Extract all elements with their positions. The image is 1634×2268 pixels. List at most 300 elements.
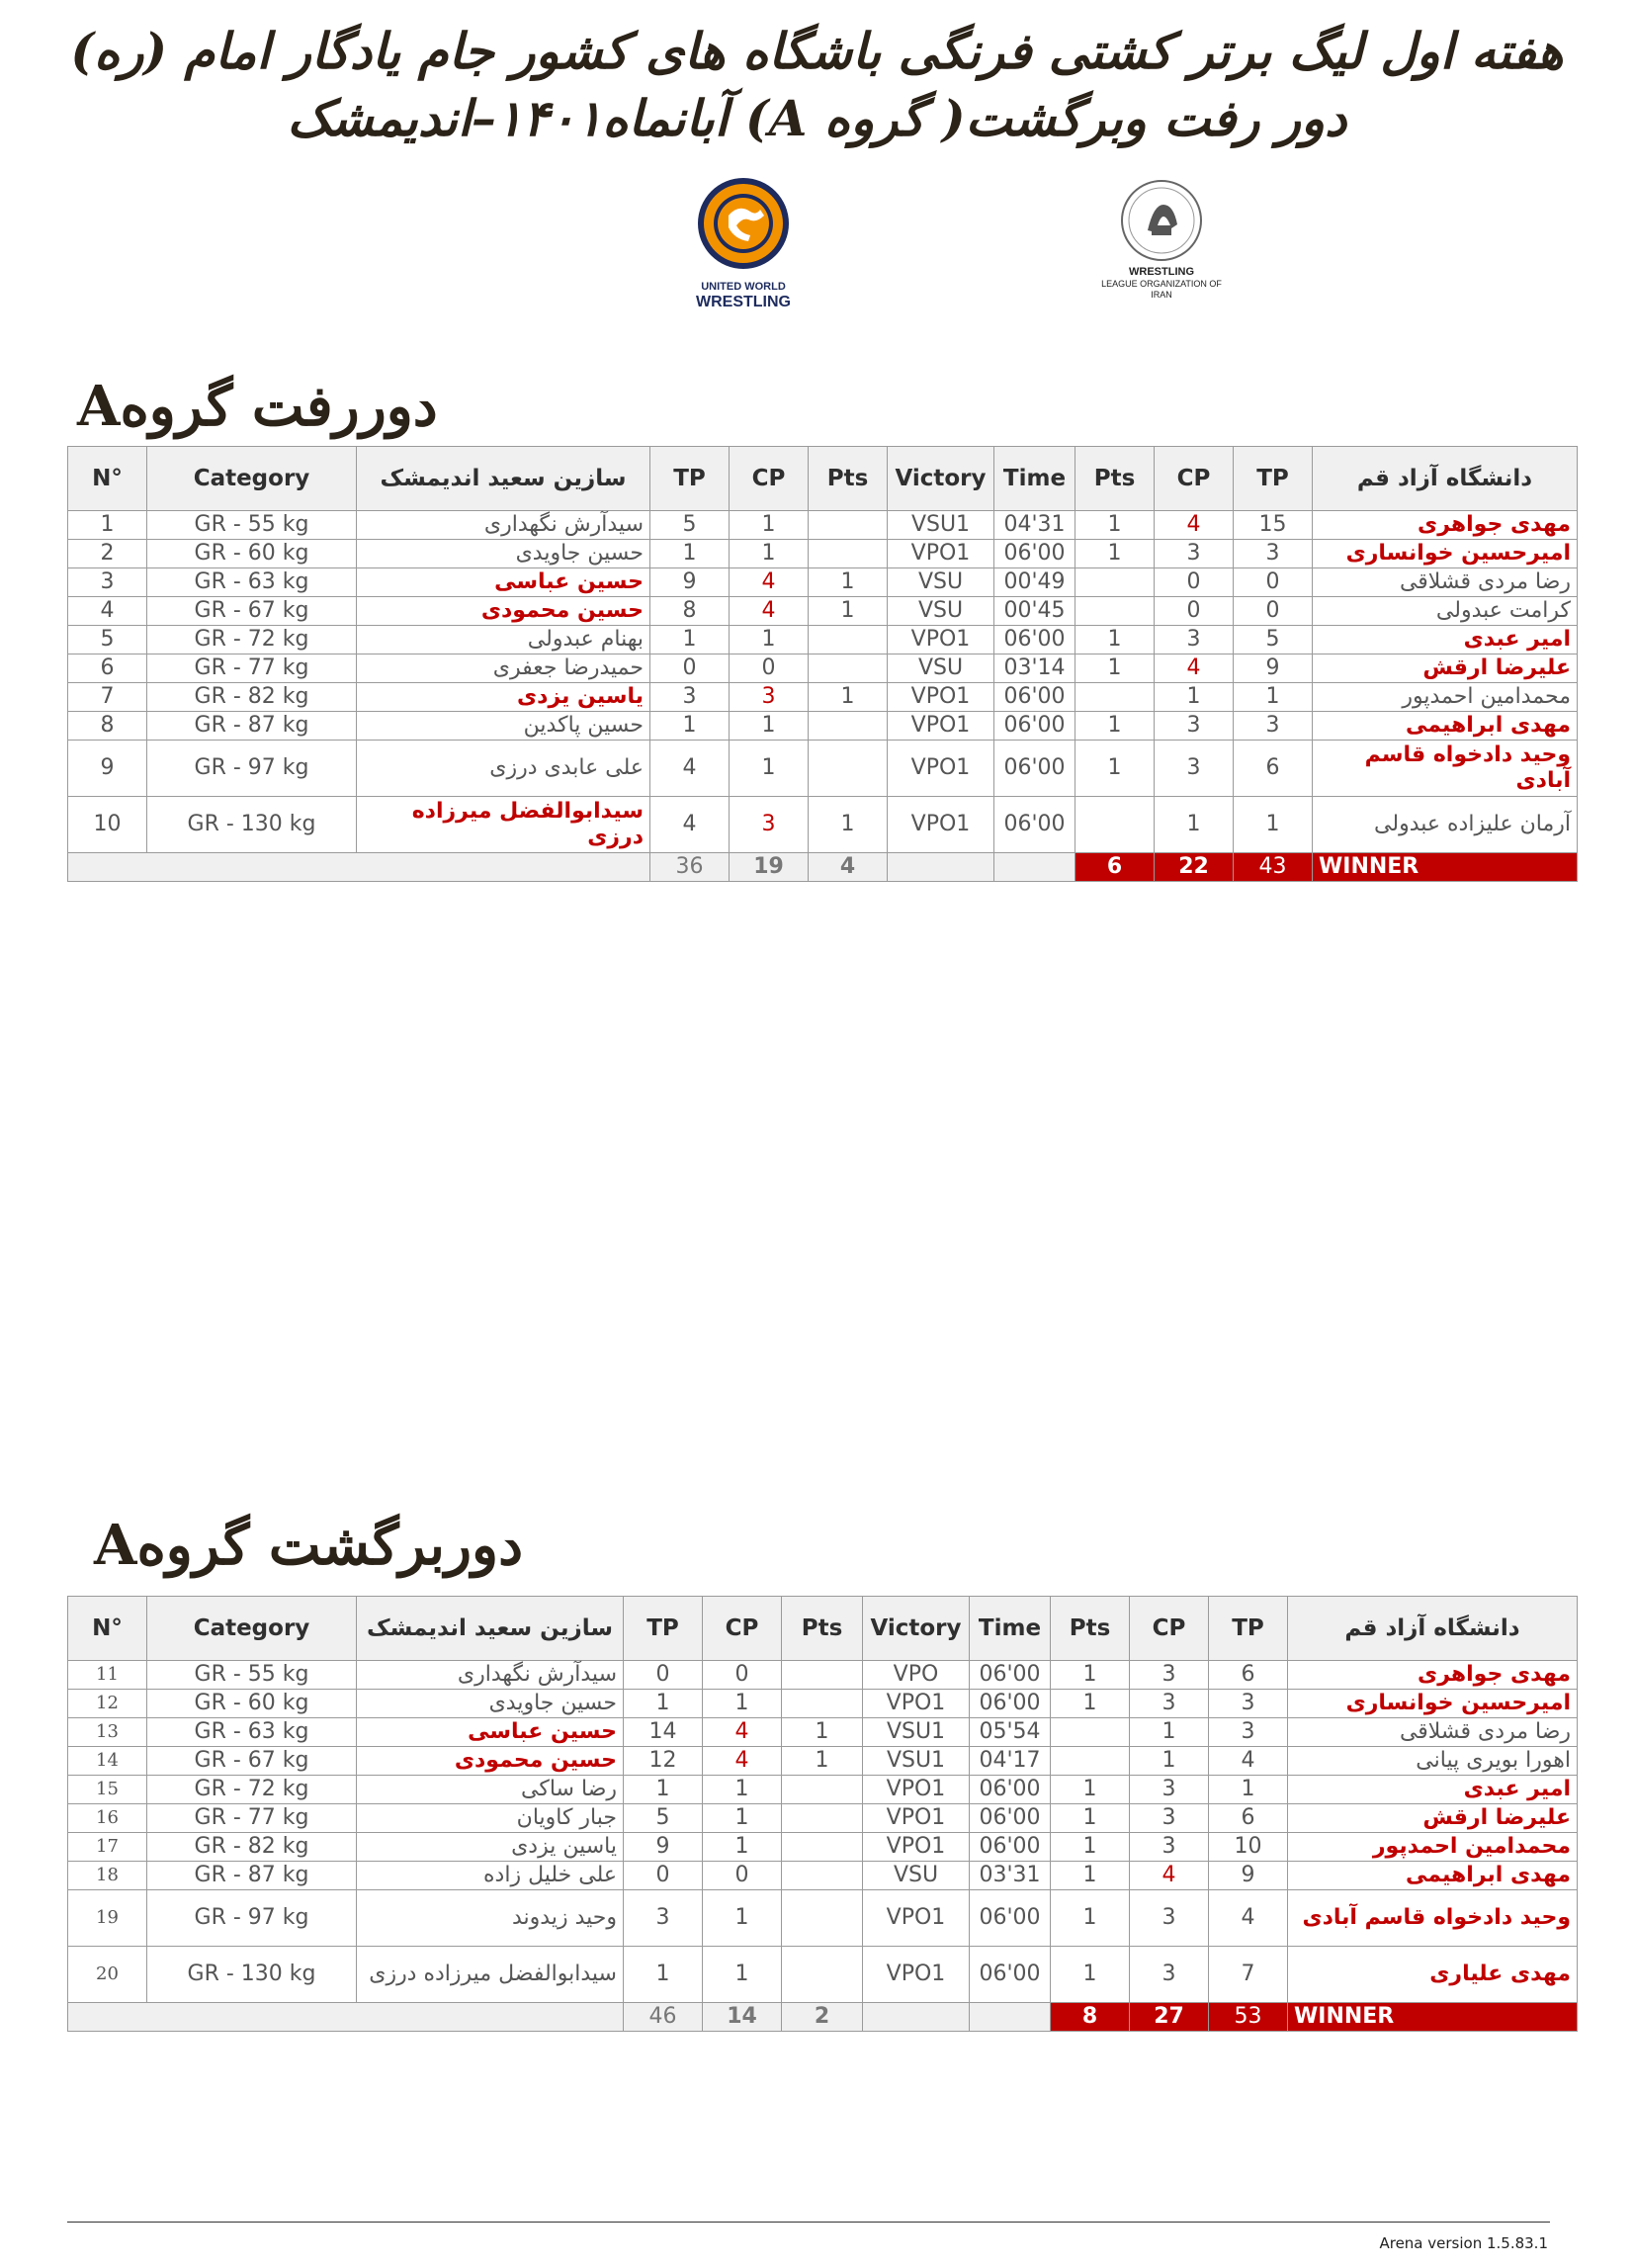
cell-cp-left: 3 <box>730 797 809 853</box>
cell-tp-right: 6 <box>1234 741 1313 797</box>
cell-victory: VPO1 <box>888 540 994 568</box>
cell-cp-right: 3 <box>1155 540 1234 568</box>
footer-divider <box>67 2222 1550 2223</box>
cell-cp-right: 3 <box>1130 1947 1209 2003</box>
cell-time: 04'31 <box>994 511 1075 540</box>
cell-wrestler-left: سیدآرش نگهداری <box>357 1661 624 1690</box>
cell-victory: VSU1 <box>863 1747 970 1776</box>
col-header-no: N° <box>68 447 147 511</box>
table-row <box>68 1804 1578 1833</box>
cell-category: GR - 67 kg <box>147 1747 357 1776</box>
cell-cp-right: 3 <box>1130 1690 1209 1718</box>
cell-cp-right: 3 <box>1130 1661 1209 1690</box>
cell-cp-right: 0 <box>1155 597 1234 626</box>
cell-cp-left: 1 <box>730 712 809 741</box>
cell-tp-left: 1 <box>624 1947 703 2003</box>
table-row <box>68 1661 1578 1690</box>
cell-victory: VSU <box>888 654 994 683</box>
table-row <box>68 741 1578 797</box>
col-header-time: Time <box>994 447 1075 511</box>
cell-victory: VPO1 <box>888 797 994 853</box>
cell-no: 8 <box>68 712 147 741</box>
cell-tp-right: 4 <box>1209 1890 1288 1947</box>
cell-wrestler-right: محمدامین احمدپور <box>1288 1833 1578 1862</box>
wlo-logo-text3: IRAN <box>1151 290 1172 300</box>
table-row <box>68 1947 1578 2003</box>
table-row <box>68 797 1578 853</box>
cell-tp-left: 9 <box>624 1833 703 1862</box>
cell-no: 3 <box>68 568 147 597</box>
table-row <box>68 597 1578 626</box>
total-pts-right: 6 <box>1075 853 1155 882</box>
cell-tp-left: 1 <box>624 1776 703 1804</box>
uww-logo-center <box>718 198 769 249</box>
cell-pts-right: 1 <box>1075 741 1155 797</box>
cell-wrestler-right: وحید دادخواه قاسم آبادی <box>1313 741 1578 797</box>
section-title-first-round: دوررفت گروهA <box>77 374 438 439</box>
cell-cp-left: 0 <box>703 1862 782 1890</box>
cell-wrestler-left: یاسین یزدی <box>357 683 650 712</box>
cell-pts-right <box>1075 683 1155 712</box>
cell-cp-right: 1 <box>1130 1718 1209 1747</box>
cell-no: 6 <box>68 654 147 683</box>
cell-wrestler-right: محمدامین احمدپور <box>1313 683 1578 712</box>
cell-victory: VSU <box>863 1862 970 1890</box>
total-pts-right: 8 <box>1051 2003 1130 2032</box>
cell-pts-right <box>1051 1718 1130 1747</box>
total-cp-left: 19 <box>730 853 809 882</box>
cell-wrestler-left: سیدابوالفضل میرزاده درزی <box>357 1947 624 2003</box>
cell-victory: VPO1 <box>863 1776 970 1804</box>
cell-tp-right: 1 <box>1234 683 1313 712</box>
cell-no: 19 <box>68 1890 147 1947</box>
table-row <box>68 1833 1578 1862</box>
cell-wrestler-left: حمیدرضا جعفری <box>357 654 650 683</box>
cell-pts-right: 1 <box>1075 540 1155 568</box>
cell-victory: VSU <box>888 597 994 626</box>
total-tp-right: 43 <box>1234 853 1313 882</box>
cell-cp-right: 1 <box>1130 1747 1209 1776</box>
cell-pts-left: 1 <box>782 1747 863 1776</box>
cell-cp-right: 3 <box>1130 1804 1209 1833</box>
cell-wrestler-left: حسین پاکدین <box>357 712 650 741</box>
cell-victory: VPO1 <box>863 1804 970 1833</box>
cell-pts-right: 1 <box>1075 511 1155 540</box>
cell-pts-left <box>782 1833 863 1862</box>
cell-cp-right: 4 <box>1155 654 1234 683</box>
cell-wrestler-left: وحید زیدوند <box>357 1890 624 1947</box>
cell-tp-right: 0 <box>1234 568 1313 597</box>
cell-tp-left: 8 <box>650 597 730 626</box>
cell-tp-left: 1 <box>650 540 730 568</box>
cell-pts-left <box>782 1862 863 1890</box>
cell-pts-left <box>809 654 888 683</box>
table-row <box>68 568 1578 597</box>
cell-pts-right: 1 <box>1051 1890 1130 1947</box>
cell-wrestler-right: وحید دادخواه قاسم آبادی <box>1288 1890 1578 1947</box>
col-header-cp-right: CP <box>1130 1597 1209 1661</box>
cell-tp-right: 4 <box>1209 1747 1288 1776</box>
cell-no: 7 <box>68 683 147 712</box>
winner-label: WINNER <box>1313 853 1578 882</box>
cell-category: GR - 72 kg <box>147 626 357 654</box>
cell-time: 06'00 <box>970 1890 1051 1947</box>
cell-category: GR - 87 kg <box>147 1862 357 1890</box>
wlo-logo-text2: LEAGUE ORGANIZATION OF <box>1101 279 1222 289</box>
cell-tp-right: 1 <box>1209 1776 1288 1804</box>
col-header-cp-left: CP <box>703 1597 782 1661</box>
total-tp-left: 36 <box>650 853 730 882</box>
cell-pts-left <box>809 511 888 540</box>
cell-cp-right: 4 <box>1155 511 1234 540</box>
cell-no: 14 <box>68 1747 147 1776</box>
table-header-row <box>68 447 1578 511</box>
cell-category: GR - 55 kg <box>147 1661 357 1690</box>
cell-no: 2 <box>68 540 147 568</box>
table-row <box>68 1890 1578 1947</box>
cell-wrestler-right: آرمان علیزاده عبدولی <box>1313 797 1578 853</box>
cell-pts-right: 1 <box>1051 1947 1130 2003</box>
cell-cp-right: 3 <box>1130 1890 1209 1947</box>
cell-cp-left: 1 <box>703 1947 782 2003</box>
cell-pts-left: 1 <box>782 1718 863 1747</box>
cell-pts-left <box>782 1947 863 2003</box>
cell-wrestler-left: حسین محمودی <box>357 1747 624 1776</box>
cell-tp-left: 1 <box>624 1690 703 1718</box>
cell-time: 06'00 <box>970 1947 1051 2003</box>
cell-cp-left: 1 <box>730 540 809 568</box>
cell-category: GR - 60 kg <box>147 1690 357 1718</box>
cell-pts-left <box>809 741 888 797</box>
totals-blank <box>68 2003 624 2032</box>
table-row <box>68 511 1578 540</box>
cell-cp-right: 0 <box>1155 568 1234 597</box>
cell-cp-left: 4 <box>703 1718 782 1747</box>
cell-time: 03'31 <box>970 1862 1051 1890</box>
cell-wrestler-left: سیدآرش نگهداری <box>357 511 650 540</box>
cell-victory: VPO1 <box>888 712 994 741</box>
cell-category: GR - 77 kg <box>147 654 357 683</box>
table-row <box>68 654 1578 683</box>
cell-tp-right: 7 <box>1209 1947 1288 2003</box>
cell-pts-left <box>809 712 888 741</box>
cell-wrestler-right: امیر عبدی <box>1313 626 1578 654</box>
cell-category: GR - 87 kg <box>147 712 357 741</box>
col-header-pts-right: Pts <box>1051 1597 1130 1661</box>
cell-tp-right: 3 <box>1209 1690 1288 1718</box>
cell-pts-left <box>809 626 888 654</box>
cell-pts-left <box>782 1690 863 1718</box>
totals-row <box>68 853 1578 882</box>
cell-cp-left: 3 <box>730 683 809 712</box>
cell-time: 06'00 <box>994 741 1075 797</box>
col-header-pts-left: Pts <box>809 447 888 511</box>
totals-blank-victory <box>888 853 994 882</box>
cell-wrestler-right: مهدی ابراهیمی <box>1313 712 1578 741</box>
cell-wrestler-right: مهدی علیاری <box>1288 1947 1578 2003</box>
cell-no: 18 <box>68 1862 147 1890</box>
cell-pts-left: 1 <box>809 683 888 712</box>
cell-pts-right <box>1075 797 1155 853</box>
total-pts-left: 4 <box>809 853 888 882</box>
col-header-pts-right: Pts <box>1075 447 1155 511</box>
cell-cp-right: 3 <box>1130 1776 1209 1804</box>
cell-pts-left: 1 <box>809 597 888 626</box>
cell-category: GR - 60 kg <box>147 540 357 568</box>
col-header-tp-left: TP <box>624 1597 703 1661</box>
cell-wrestler-right: مهدی ابراهیمی <box>1288 1862 1578 1890</box>
cell-category: GR - 82 kg <box>147 683 357 712</box>
cell-time: 06'00 <box>994 540 1075 568</box>
col-header-team-left: سازین سعید اندیمشک <box>357 1597 624 1661</box>
cell-victory: VPO1 <box>888 626 994 654</box>
cell-wrestler-right: امیر عبدی <box>1288 1776 1578 1804</box>
cell-cp-left: 0 <box>703 1661 782 1690</box>
cell-tp-right: 3 <box>1209 1718 1288 1747</box>
wlo-logo-ring <box>1122 181 1201 260</box>
cell-pts-right: 1 <box>1075 712 1155 741</box>
cell-category: GR - 77 kg <box>147 1804 357 1833</box>
cell-cp-right: 1 <box>1155 797 1234 853</box>
cell-pts-right <box>1075 597 1155 626</box>
cell-no: 9 <box>68 741 147 797</box>
cell-time: 06'00 <box>994 683 1075 712</box>
cell-time: 00'45 <box>994 597 1075 626</box>
cell-victory: VSU <box>888 568 994 597</box>
cell-tp-left: 5 <box>624 1804 703 1833</box>
cell-cp-right: 3 <box>1155 741 1234 797</box>
cell-wrestler-left: سیدابوالفضل میرزاده درزی <box>357 797 650 853</box>
cell-tp-left: 4 <box>650 797 730 853</box>
cell-no: 4 <box>68 597 147 626</box>
cell-category: GR - 82 kg <box>147 1833 357 1862</box>
cell-victory: VPO1 <box>863 1833 970 1862</box>
cell-wrestler-right: مهدی جواهری <box>1313 511 1578 540</box>
cell-cp-right: 1 <box>1155 683 1234 712</box>
cell-victory: VSU1 <box>863 1718 970 1747</box>
col-header-team-right: دانشگاه آزاد قم <box>1288 1597 1578 1661</box>
cell-tp-left: 1 <box>650 712 730 741</box>
cell-tp-right: 5 <box>1234 626 1313 654</box>
cell-time: 03'14 <box>994 654 1075 683</box>
col-header-no: N° <box>68 1597 147 1661</box>
results-table-first-round <box>67 446 1578 882</box>
cell-time: 06'00 <box>994 626 1075 654</box>
cell-pts-right: 1 <box>1051 1862 1130 1890</box>
cell-tp-left: 5 <box>650 511 730 540</box>
table-row <box>68 626 1578 654</box>
cell-wrestler-left: حسین محمودی <box>357 597 650 626</box>
cell-time: 06'00 <box>970 1833 1051 1862</box>
table-row <box>68 712 1578 741</box>
cell-category: GR - 55 kg <box>147 511 357 540</box>
uww-logo-text2: WRESTLING <box>696 294 791 310</box>
cell-time: 06'00 <box>970 1690 1051 1718</box>
cell-tp-right: 6 <box>1209 1661 1288 1690</box>
table-row <box>68 683 1578 712</box>
totals-blank-time <box>994 853 1075 882</box>
cell-tp-left: 0 <box>650 654 730 683</box>
footer-version: Arena version 1.5.83.1 <box>1379 2234 1548 2252</box>
cell-time: 04'17 <box>970 1747 1051 1776</box>
table-row <box>68 1776 1578 1804</box>
cell-wrestler-left: علی عابدی درزی <box>357 741 650 797</box>
cell-tp-left: 1 <box>650 626 730 654</box>
cell-pts-left <box>782 1776 863 1804</box>
cell-wrestler-left: یاسین یزدی <box>357 1833 624 1862</box>
total-pts-left: 2 <box>782 2003 863 2032</box>
cell-victory: VPO <box>863 1661 970 1690</box>
totals-row <box>68 2003 1578 2032</box>
table-row <box>68 1690 1578 1718</box>
cell-no: 11 <box>68 1661 147 1690</box>
col-header-category: Category <box>147 447 357 511</box>
cell-pts-right: 1 <box>1075 654 1155 683</box>
col-header-time: Time <box>970 1597 1051 1661</box>
wlo-logo-base <box>1152 225 1171 235</box>
cell-cp-left: 1 <box>703 1890 782 1947</box>
cell-cp-left: 1 <box>703 1804 782 1833</box>
col-header-pts-left: Pts <box>782 1597 863 1661</box>
col-header-tp-right: TP <box>1234 447 1313 511</box>
cell-category: GR - 63 kg <box>147 1718 357 1747</box>
cell-wrestler-right: رضا مردی قشلاقی <box>1288 1718 1578 1747</box>
cell-cp-left: 1 <box>703 1833 782 1862</box>
cell-cp-left: 1 <box>703 1690 782 1718</box>
cell-time: 00'49 <box>994 568 1075 597</box>
cell-category: GR - 130 kg <box>147 1947 357 2003</box>
cell-time: 05'54 <box>970 1718 1051 1747</box>
table-header-row <box>68 1597 1578 1661</box>
cell-tp-right: 1 <box>1234 797 1313 853</box>
col-header-cp-left: CP <box>730 447 809 511</box>
cell-wrestler-left: علی خلیل زاده <box>357 1862 624 1890</box>
cell-tp-right: 9 <box>1234 654 1313 683</box>
cell-tp-right: 0 <box>1234 597 1313 626</box>
cell-pts-right: 1 <box>1051 1804 1130 1833</box>
wlo-logo-text1: WRESTLING <box>1129 266 1194 278</box>
title-line-1: هفته اول لیگ برتر کشتی فرنگی باشگاه های کشور جام یادگار امام (ره) <box>70 22 1564 80</box>
cell-tp-right: 10 <box>1209 1833 1288 1862</box>
cell-pts-right: 1 <box>1051 1833 1130 1862</box>
cell-tp-left: 3 <box>624 1890 703 1947</box>
cell-no: 15 <box>68 1776 147 1804</box>
cell-pts-right <box>1051 1747 1130 1776</box>
cell-wrestler-left: بهنام عبدولی <box>357 626 650 654</box>
cell-cp-left: 4 <box>730 568 809 597</box>
totals-blank <box>68 853 650 882</box>
cell-tp-left: 0 <box>624 1661 703 1690</box>
cell-pts-left <box>782 1804 863 1833</box>
cell-pts-left <box>782 1661 863 1690</box>
cell-category: GR - 97 kg <box>147 1890 357 1947</box>
cell-time: 06'00 <box>994 712 1075 741</box>
cell-time: 06'00 <box>970 1661 1051 1690</box>
cell-tp-right: 15 <box>1234 511 1313 540</box>
cell-no: 1 <box>68 511 147 540</box>
cell-cp-right: 4 <box>1130 1862 1209 1890</box>
cell-time: 06'00 <box>970 1776 1051 1804</box>
cell-no: 20 <box>68 1947 147 2003</box>
cell-category: GR - 97 kg <box>147 741 357 797</box>
cell-pts-right <box>1075 568 1155 597</box>
cell-wrestler-left: حسین عباسی <box>357 568 650 597</box>
cell-cp-left: 4 <box>703 1747 782 1776</box>
cell-category: GR - 72 kg <box>147 1776 357 1804</box>
col-header-victory: Victory <box>888 447 994 511</box>
cell-pts-left: 1 <box>809 568 888 597</box>
cell-wrestler-right: اهورا بویری پیانی <box>1288 1747 1578 1776</box>
col-header-cp-right: CP <box>1155 447 1234 511</box>
cell-pts-left <box>782 1890 863 1947</box>
cell-time: 06'00 <box>970 1804 1051 1833</box>
cell-wrestler-left: رضا ساکی <box>357 1776 624 1804</box>
results-table-second-round <box>67 1596 1578 2032</box>
cell-cp-left: 1 <box>730 741 809 797</box>
cell-wrestler-right: کرامت عبدولی <box>1313 597 1578 626</box>
cell-tp-left: 3 <box>650 683 730 712</box>
section-title-second-round: دوربرگشت گروهA <box>94 1513 524 1578</box>
cell-tp-right: 9 <box>1209 1862 1288 1890</box>
cell-tp-left: 9 <box>650 568 730 597</box>
total-tp-left: 46 <box>624 2003 703 2032</box>
col-header-tp-right: TP <box>1209 1597 1288 1661</box>
cell-category: GR - 67 kg <box>147 597 357 626</box>
col-header-team-right: دانشگاه آزاد قم <box>1313 447 1578 511</box>
table-row <box>68 1718 1578 1747</box>
table-row <box>68 1862 1578 1890</box>
col-header-team-left: سازین سعید اندیمشک <box>357 447 650 511</box>
table-row <box>68 1747 1578 1776</box>
cell-wrestler-right: رضا مردی قشلاقی <box>1313 568 1578 597</box>
cell-wrestler-right: امیرحسین خوانساری <box>1313 540 1578 568</box>
cell-cp-left: 1 <box>703 1776 782 1804</box>
cell-pts-right: 1 <box>1051 1690 1130 1718</box>
cell-cp-right: 3 <box>1130 1833 1209 1862</box>
uww-logo-text1: UNITED WORLD <box>701 281 786 293</box>
cell-wrestler-left: حسین عباسی <box>357 1718 624 1747</box>
cell-cp-left: 1 <box>730 626 809 654</box>
totals-blank-victory <box>863 2003 970 2032</box>
cell-tp-left: 14 <box>624 1718 703 1747</box>
cell-pts-left <box>809 540 888 568</box>
cell-wrestler-left: حسین جاویدی <box>357 540 650 568</box>
col-header-victory: Victory <box>863 1597 970 1661</box>
cell-no: 5 <box>68 626 147 654</box>
cell-tp-left: 4 <box>650 741 730 797</box>
cell-wrestler-right: علیرضا ارقش <box>1313 654 1578 683</box>
cell-tp-left: 12 <box>624 1747 703 1776</box>
cell-tp-right: 3 <box>1234 712 1313 741</box>
cell-category: GR - 63 kg <box>147 568 357 597</box>
cell-time: 06'00 <box>994 797 1075 853</box>
uww-logo <box>689 176 798 314</box>
cell-victory: VPO1 <box>863 1690 970 1718</box>
cell-wrestler-left: جبار کاویان <box>357 1804 624 1833</box>
cell-victory: VPO1 <box>888 683 994 712</box>
cell-cp-right: 3 <box>1155 626 1234 654</box>
cell-pts-right: 1 <box>1075 626 1155 654</box>
total-cp-right: 22 <box>1155 853 1234 882</box>
col-header-category: Category <box>147 1597 357 1661</box>
cell-tp-left: 0 <box>624 1862 703 1890</box>
wlo-logo <box>1092 176 1231 314</box>
cell-cp-right: 3 <box>1155 712 1234 741</box>
cell-no: 10 <box>68 797 147 853</box>
cell-no: 17 <box>68 1833 147 1862</box>
totals-blank-time <box>970 2003 1051 2032</box>
cell-victory: VPO1 <box>863 1947 970 2003</box>
